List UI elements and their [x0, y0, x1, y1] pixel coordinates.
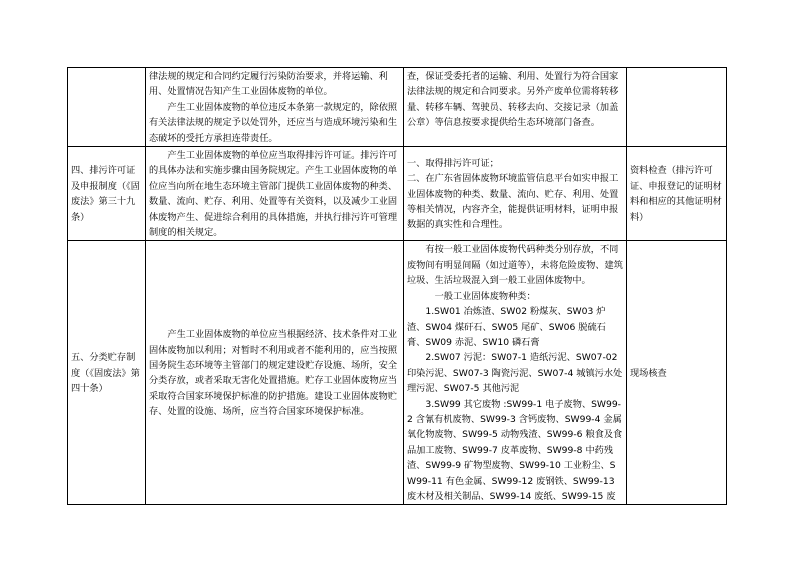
check-paragraph: 一般工业固体废物种类：	[434, 290, 536, 302]
check-paragraph: 二、在广东省固体废物环境监管信息平台如实申报工业固体废物的种类、数量、流向、贮存、利用、处置等相关情况，内容齐全，能提供证明材料，证明申报数据的真实性和合理性。	[407, 173, 619, 231]
check-paragraph: 查，保证受委托者的运输、利用、处置行为符合国家法律法规的规定和合同要求。另外产废单位需将转移量、转移车辆、驾驶员、转移去向、交接记录（加盖公章）等信息按要求提供给生态环境部门备查。	[407, 71, 619, 129]
method-cell: 现场核查	[627, 241, 727, 505]
item-cell: 五、分类贮存制度（《固废法》第四十条）	[68, 241, 146, 505]
law-content-cell	[146, 147, 404, 241]
check-paragraph: 有按一般工业固体废物代码种类分别存放，不同废物间有明显间隔（如过道等），未将危险废物、建筑垃圾、生活垃圾混入到一般工业固体废物中。	[407, 244, 623, 287]
method-cell	[627, 68, 727, 147]
table-row	[68, 147, 727, 241]
check-content-cell	[404, 241, 627, 505]
law-content-cell	[146, 241, 404, 505]
law-paragraph: 产生工业固体废物的单位违反本条第一款规定的，除依照有关法律法规的规定予以处罚外，还应当与造成环境污染和生态破坏的受托方承担连带责任。	[149, 101, 398, 144]
law-paragraph: 产生工业固体废物的单位应当根据经济、技术条件对工业固体废物加以利用；对暂时不利用或者不能利用的，应当按照国务院生态环境等主管部门的规定建设贮存设施、场所，安全分类存放，或者采取无害化处置措施。贮存工业固体废物应当采取符合国家环境保护标准的防护措施。建设工业固体废物贮存、处置的设施、场所，应当符合国家环境保护标准。	[149, 329, 398, 418]
check-content-cell	[404, 147, 627, 241]
law-paragraph: 律法规的规定和合同约定履行污染防治要求，并将运输、利用、处置情况告知产生工业固体废物的单位。	[149, 71, 388, 98]
table-row	[68, 241, 727, 505]
regulation-table	[67, 67, 727, 505]
check-content-cell	[404, 68, 627, 147]
check-paragraph: 3.SW99 其它废物 :SW99-1 电子废物、SW99-2 含氰有机废物、SW99-3 含钙废物、SW99-4 金属氧化物废物、SW99-5 动物残渣、SW99-6 粮食及食品加工废物、SW99-7 皮革废物、SW99-8 中药残渣、SW99-9 矿物型废物、SW99-10 工业粉尘、SW99-11 有色金属、SW99-12 废钢铁、SW99-13 废木材及相关制品、SW99-14 废纸、SW99-15 废	[407, 398, 623, 502]
item-cell: 四、排污许可证及申报制度（《固废法》第三十九条）	[68, 147, 146, 241]
item-cell	[68, 68, 146, 147]
law-content-cell	[146, 68, 404, 147]
law-paragraph: 产生工业固体废物的单位应当取得排污许可证。排污许可的具体办法和实施步骤由国务院规定。产生工业固体废物的单位应当向所在地生态环境主管部门提供工业固体废物的种类、数量、流向、贮存、利用、处置等有关资料，以及减少工业固体废物产生、促进综合利用的具体措施，并执行排污许可管理制度的相关规定。	[149, 150, 398, 239]
check-paragraph: 2.SW07 污泥：SW07-1 造纸污泥、SW07-02 印染污泥、SW07-3 陶瓷污泥、SW07-4 城镇污水处理污泥、SW07-5 其他污泥	[407, 352, 623, 395]
check-paragraph: 一、取得排污许可证；	[407, 157, 499, 169]
method-cell: 资料检查（排污许可证、申报登记的证明材料和相应的其他证明材料）	[627, 147, 727, 241]
check-paragraph: 1.SW01 冶炼渣、SW02 粉煤灰、SW03 炉渣、SW04 煤矸石、SW05 尾矿、SW06 脱硫石膏、SW09 赤泥、SW10 磷石膏	[407, 306, 606, 348]
table-row	[68, 68, 727, 147]
